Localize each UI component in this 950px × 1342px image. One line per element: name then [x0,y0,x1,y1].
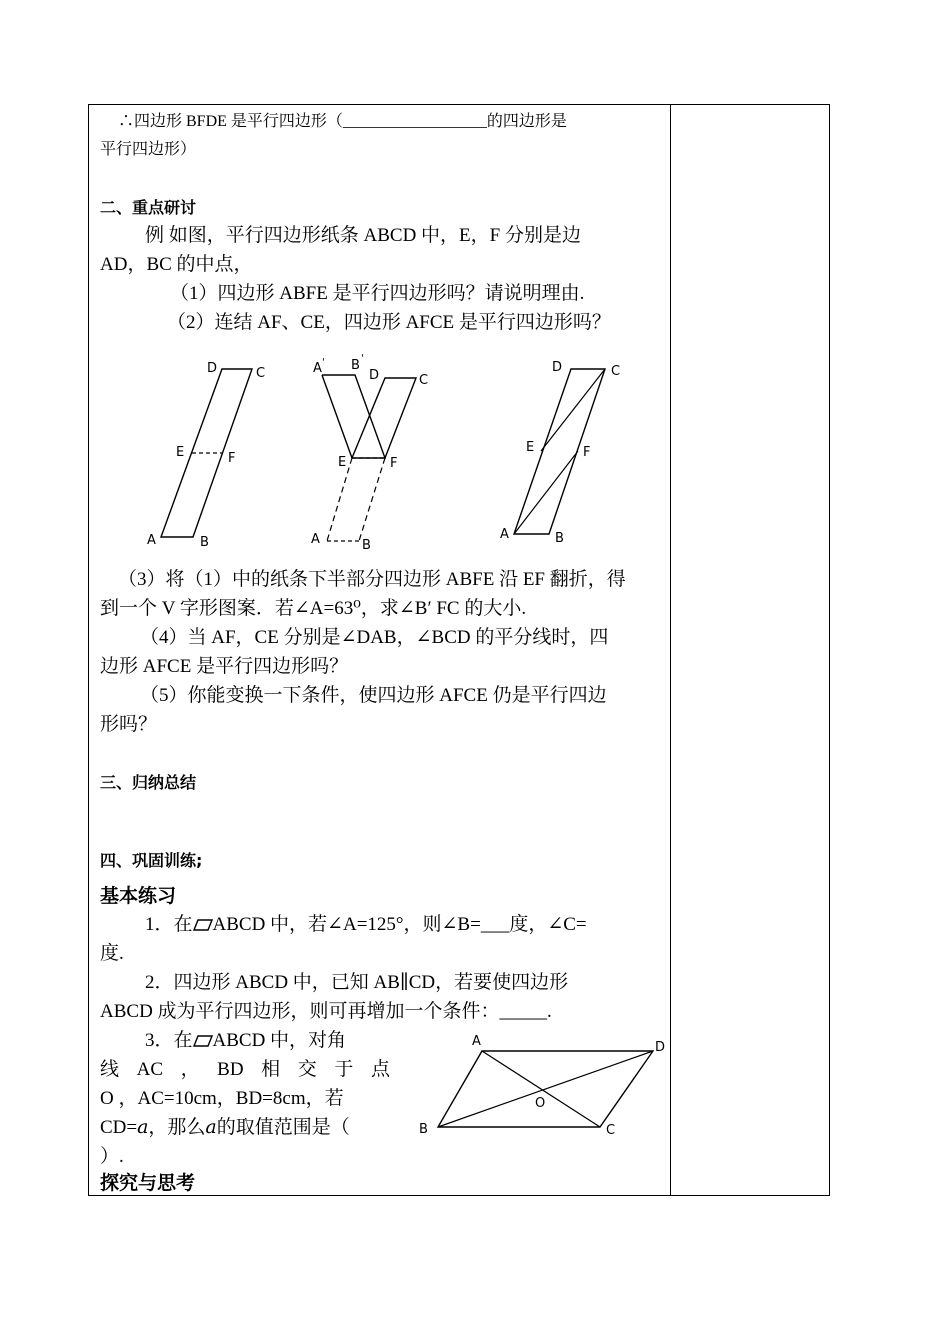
label-C: C [606,1123,616,1138]
text-line: AD，BC 的中点， [100,254,253,275]
label-E: E [526,440,535,455]
figure-parallelogram-diagonals [495,352,640,552]
text-line: CD=𝑎，那么𝑎的取值范围是（ [100,1117,350,1138]
prime-mark: ' [322,357,325,368]
parallelogram-symbol [193,1035,213,1047]
text-fragment: BD [217,1059,244,1080]
label-A: A [147,533,156,548]
label-B: B [555,531,564,546]
text-fragment: 3．在 [145,1030,193,1051]
text-fragment: 交 [297,1059,317,1080]
text-line [145,1029,346,1053]
text-line: ABCD 成为平行四边形，则可再增加一个条件：_____. [100,1001,552,1022]
text-fragment: 线 [100,1059,120,1080]
label-C: C [611,364,621,379]
label-D: D [207,361,218,376]
label-O: O [535,1096,546,1111]
text-fragment: ， [180,1059,200,1080]
text-fragment: AC [136,1059,163,1080]
label-B-prime: B [351,358,360,373]
label-B: B [200,535,209,550]
label-E: E [338,455,347,470]
figure-v-fold [300,350,450,555]
prime-mark: ' [361,353,364,364]
text-line: O ，AC=10cm，BD=8cm，若 [100,1088,344,1109]
label-A: A [311,532,320,547]
text-fragment: 1．在 [145,914,193,935]
text-fragment: 相 [261,1059,281,1080]
text-fragment: 点 [370,1059,390,1080]
text-fragment: 于 [334,1059,354,1080]
text-line-justified [100,1058,390,1082]
subsection-heading: 探究与思考 [100,1172,196,1194]
label-C: C [419,373,429,388]
section-heading: 四、巩固训练; [100,851,203,870]
text-line: 例 如图，平行四边形纸条 ABCD 中，E，F 分别是边 [145,225,581,246]
label-B: B [419,1122,428,1137]
text-line: 到一个 V 字形图案．若∠A=63⁰，求∠B′ FC 的大小. [100,598,527,619]
label-F: F [228,451,236,466]
label-B: B [362,538,371,553]
label-A-prime: A [313,361,322,376]
text-line: 边形 AFCE 是平行四边形吗？ [100,656,349,677]
text-line: ）. [100,1146,124,1167]
text-line: 2．四边形 ABCD 中，已知 AB∥CD，若要使四边形 [145,972,569,993]
subsection-heading: 基本练习 [100,885,177,907]
section-heading: 三、归纳总结 [100,773,197,792]
text-line: （4）当 AF，CE 分别是∠DAB，∠BCD 的平分线时，四 [140,627,609,648]
label-C: C [256,366,266,381]
text-line [145,913,587,937]
text-line: 平行四边形） [100,141,197,158]
label-F: F [583,445,591,460]
label-D: D [655,1040,666,1055]
label-A: A [500,527,509,542]
text-line: （1）四边形 ABFE 是平行四边形吗？请说明理由. [170,283,585,304]
label-D: D [552,360,563,375]
text-line: 形吗？ [100,714,158,735]
text-line: （2）连结 AF、CE，四边形 AFCE 是平行四边形吗？ [167,312,611,333]
label-D: D [369,368,380,383]
label-E: E [176,445,185,460]
text-fragment: ABCD 中，对角 [212,1030,347,1051]
text-line: ∴四边形 BFDE 是平行四边形（__________________的四边形是 [118,113,567,130]
section-heading: 二、重点研讨 [100,198,197,217]
text-fragment: ABCD 中，若∠A=125°，则∠B=___度，∠C= [212,914,587,935]
text-line: （5）你能变换一下条件，使四边形 AFCE 仍是平行四边 [140,685,607,706]
parallelogram-symbol [193,919,213,931]
text-line: （3）将（1）中的纸条下半部分四边形 ABFE 沿 EF 翻折，得 [118,569,626,590]
label-F: F [390,456,398,471]
label-A: A [472,1034,481,1049]
figure-parallelogram-strip [140,355,280,555]
text-line: 度. [100,943,124,964]
figure-parallelogram-abcd-o [410,1025,675,1145]
